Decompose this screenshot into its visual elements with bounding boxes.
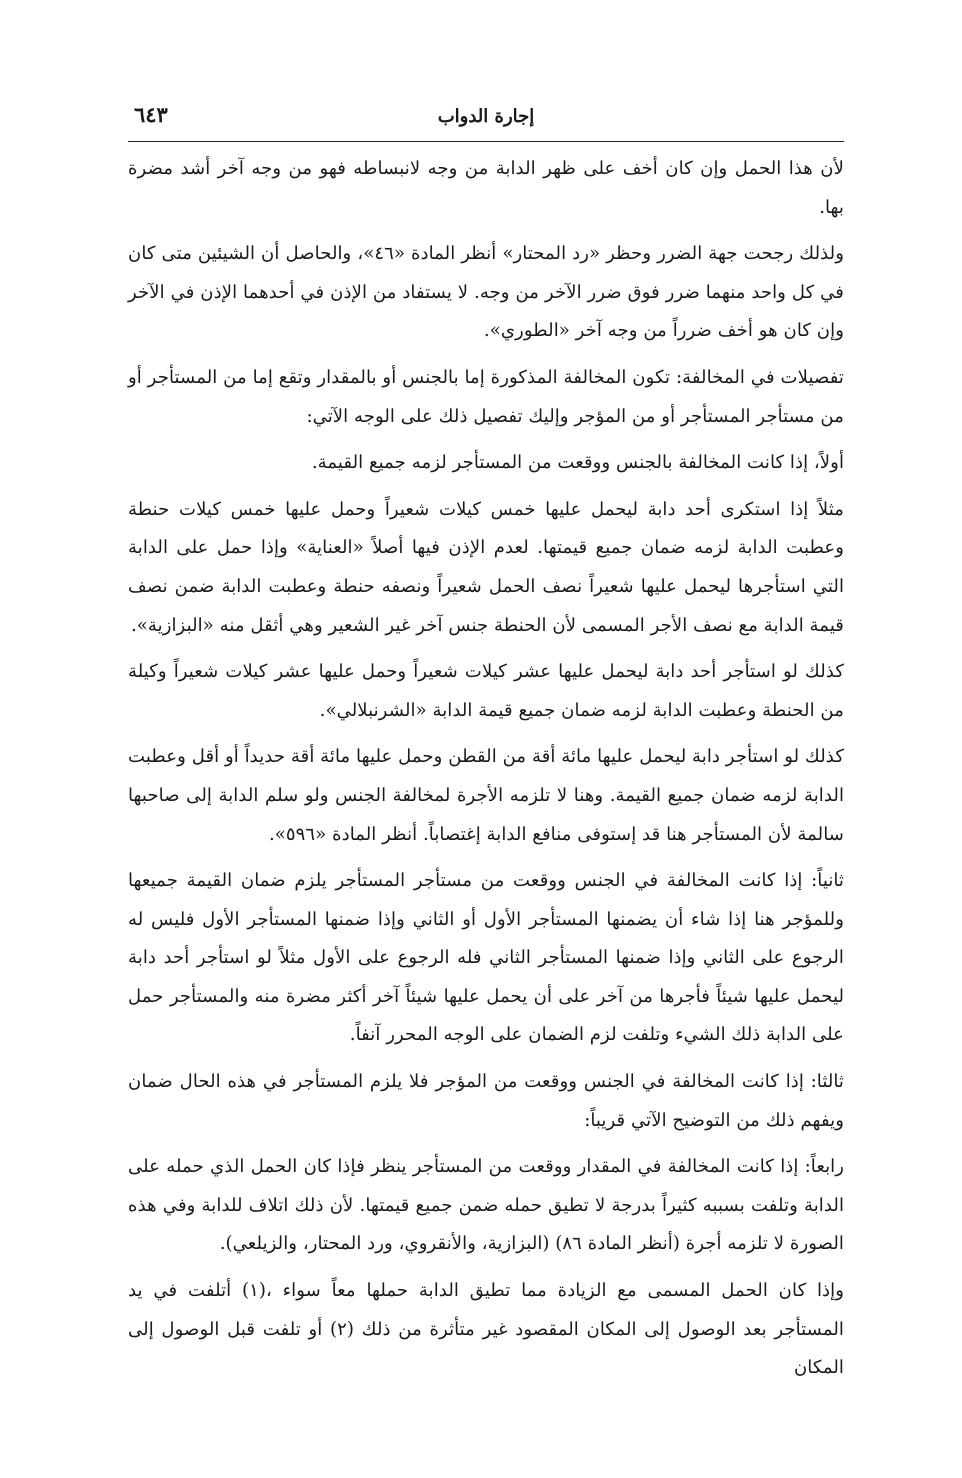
paragraph-11: وإذا كان الحمل المسمى مع الزيادة مما تطيق الدابة حملها معاً سواء ،(١) أتلفت في يد المستأجر بعد الوصول إلى المكان المقصود غير متأثرة من ذلك (٢) أو تلفت قبل الوصول إلى المكان [128,1280,844,1379]
paragraph-10: رابعاً: إذا كانت المخالفة في المقدار ووقعت من المستأجر ينظر فإذا كان الحمل الذي حمله على الدابة وتلفت بسببه كثيراً بدرجة لا تطيق حمله ضمن جميع قيمتها. لأن ذلك اتلاف للدابة وفي هذه الصورة لا تلزمه أجرة (أنظر المادة ٨٦) (البزازية، والأنقروي، ورد المحتار، والزيلعي). [128,1156,844,1255]
paragraph-1: لأن هذا الحمل وإن كان أخف على ظهر الدابة من وجه لانبساطه فهو من وجه آخر أشد مضرة بها. [128,158,844,218]
running-title: إجارة الدواب [437,106,535,127]
page-body [128,150,844,1396]
paragraph-3: تفصيلات في المخالفة: تكون المخالفة المذكورة إما بالجنس أو بالمقدار وتقع إما من المستأجر أو من مستأجر المستأجر أو من المؤجر وإليك تفصيل ذلك على الوجه الآتي: [128,366,844,427]
page-header [128,98,844,138]
paragraph-5: مثلاً إذا استكرى أحد دابة ليحمل عليها خمس كيلات شعيراً وحمل عليها خمس كيلات حنطة وعطبت الدابة لزمه ضمان جميع قيمتها. لعدم الإذن فيها أصلاً «العناية» وإذا حمل على الدابة التي استأجرها ليحمل عليها شعيراً نصف الحمل شعيراً ونصفه حنطة وعطبت الدابة ضمن نصف قيمة الدابة مع نصف الأجر المسمى لأن الحنطة جنس آخر غير الشعير وهي أثقل منه «البزازية». [128,498,844,636]
paragraph-6: كذلك لو استأجر أحد دابة ليحمل عليها عشر كيلات شعيراً وحمل عليها عشر كيلات شعيراً وكيلة من الحنطة وعطبت الدابة لزمه ضمان جميع قيمة الدابة «الشرنبلالي». [128,661,844,721]
paragraph-7: كذلك لو استأجر دابة ليحمل عليها مائة أقة من القطن وحمل عليها مائة أقة حديداً أو أقل وعطبت الدابة لزمه ضمان جميع القيمة. وهنا لا تلزمه الأجرة لمخالفة الجنس ولو سلم الدابة إلى صاحبها سالمة لأن المستأجر هنا قد إستوفى منافع الدابة إغتصاباً. أنظر المادة «٥٩٦». [128,746,844,845]
paragraph-4: أولاً، إذا كانت المخالفة بالجنس ووقعت من المستأجر لزمه جميع القيمة. [311,452,844,474]
header-divider [128,141,844,142]
page-number: ٦٤٣ [134,102,168,127]
paragraph-2: ولذلك رجحت جهة الضرر وحظر «رد المحتار» أنظر المادة «٤٦»، والحاصل أن الشيئين متى كان في كل واحد منهما ضرر فوق ضرر الآخر من وجه. لا يستفاد من الإذن في أحدهما الإذن في الآخر وإن كان هو أخف ضرراً من وجه آخر «الطوري». [128,243,844,342]
paragraph-9: ثالثا: إذا كانت المخالفة في الجنس ووقعت من المؤجر فلا يلزم المستأجر في هذه الحال ضمان ويفهم ذلك من التوضيح الآتي قريباً: [128,1071,844,1131]
paragraph-8: ثانياً: إذا كانت المخالفة في الجنس ووقعت من مستأجر المستأجر يلزم ضمان القيمة جميعها وللمؤجر هنا إذا شاء أن يضمنها المستأجر الأول أو الثاني وإذا ضمنها المستأجر الأول فليس له الرجوع على الثاني وإذا ضمنها المستأجر الثاني فله الرجوع على الأول مثلاً لو استأجر أحد دابة ليحمل عليها شيئاً فأجرها من آخر على أن يحمل عليها شيئاً آخر أكثر مضرة منه والمستأجر حمل على الدابة ذلك الشيء وتلفت لزم الضمان على الوجه المحرر آنفاً. [128,870,844,1046]
